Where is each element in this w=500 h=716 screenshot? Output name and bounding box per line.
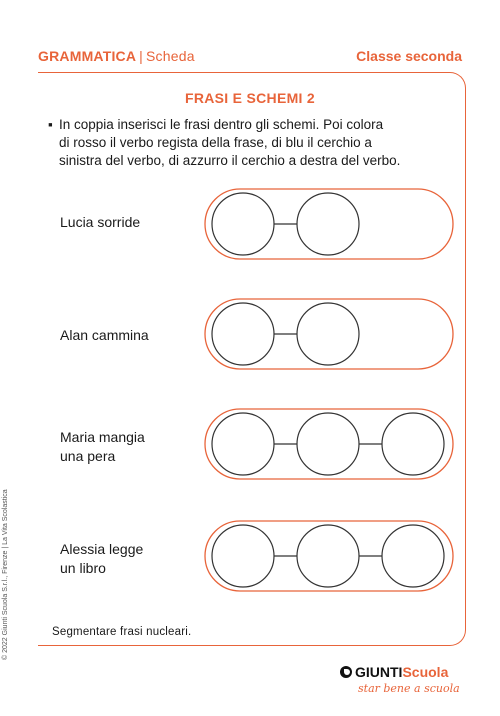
sentence-line: una pera bbox=[60, 448, 116, 464]
header-subject bbox=[38, 48, 195, 64]
sentence-line: Maria mangia bbox=[60, 429, 145, 445]
sentence-line: Alan cammina bbox=[60, 327, 149, 343]
sentence-text bbox=[60, 428, 145, 466]
scheme-circle[interactable] bbox=[382, 525, 444, 587]
logo-tagline: star bene a scuola bbox=[358, 682, 460, 695]
sentence-text bbox=[60, 540, 143, 578]
scheme-capsule bbox=[205, 409, 453, 479]
logo-brand-accent: Scuola bbox=[402, 664, 449, 680]
instruction-line: In coppia inserisci le frasi dentro gli schemi. Poi colora bbox=[59, 117, 384, 132]
sentence-line: un libro bbox=[60, 560, 106, 576]
scheme-capsule bbox=[205, 299, 453, 369]
subject-label: GRAMMATICA bbox=[38, 48, 137, 64]
sentence-text bbox=[60, 213, 140, 232]
sentence-text bbox=[60, 326, 149, 345]
scheme-circle[interactable] bbox=[297, 193, 359, 255]
scheme-circle[interactable] bbox=[212, 303, 274, 365]
instruction-line: sinistra del verbo, di azzurro il cerchio a destra del verbo. bbox=[59, 153, 401, 168]
instruction-block bbox=[48, 116, 468, 170]
scheme-capsule bbox=[205, 189, 453, 259]
instruction-line: di rosso il verbo regista della frase, di blu il cerchio a bbox=[59, 135, 372, 150]
sentence-line: Lucia sorride bbox=[60, 214, 141, 230]
scheme-circle[interactable] bbox=[297, 413, 359, 475]
sentence-scheme[interactable] bbox=[204, 188, 460, 260]
bullet-icon: ▪ bbox=[48, 117, 53, 132]
grade-label: Classe seconda bbox=[356, 48, 462, 64]
header-separator: | bbox=[139, 48, 144, 64]
sheet-type-label: Scheda bbox=[146, 48, 195, 64]
sentence-scheme[interactable] bbox=[204, 298, 460, 370]
publisher-logo bbox=[340, 664, 470, 704]
page-header bbox=[38, 48, 462, 68]
sentence-scheme[interactable] bbox=[204, 520, 460, 592]
scheme-circle[interactable] bbox=[382, 413, 444, 475]
sentence-line: Alessia legge bbox=[60, 541, 144, 557]
logo-wordmark bbox=[340, 664, 448, 680]
copyright-notice: © 2022 Giunti Scuola S.r.l., Firenze | La Vita Scolastica bbox=[2, 489, 9, 660]
worksheet-title: FRASI E SCHEMI 2 bbox=[184, 90, 316, 106]
giunti-logo-icon bbox=[340, 666, 352, 678]
scheme-capsule bbox=[205, 521, 453, 591]
logo-brand: GIUNTI bbox=[355, 664, 403, 680]
scheme-circle[interactable] bbox=[297, 303, 359, 365]
scheme-circle[interactable] bbox=[212, 525, 274, 587]
scheme-circle[interactable] bbox=[212, 413, 274, 475]
sentence-scheme[interactable] bbox=[204, 408, 460, 480]
scheme-circle[interactable] bbox=[297, 525, 359, 587]
scheme-circle[interactable] bbox=[212, 193, 274, 255]
learning-objective: Segmentare frasi nucleari. bbox=[52, 626, 192, 638]
